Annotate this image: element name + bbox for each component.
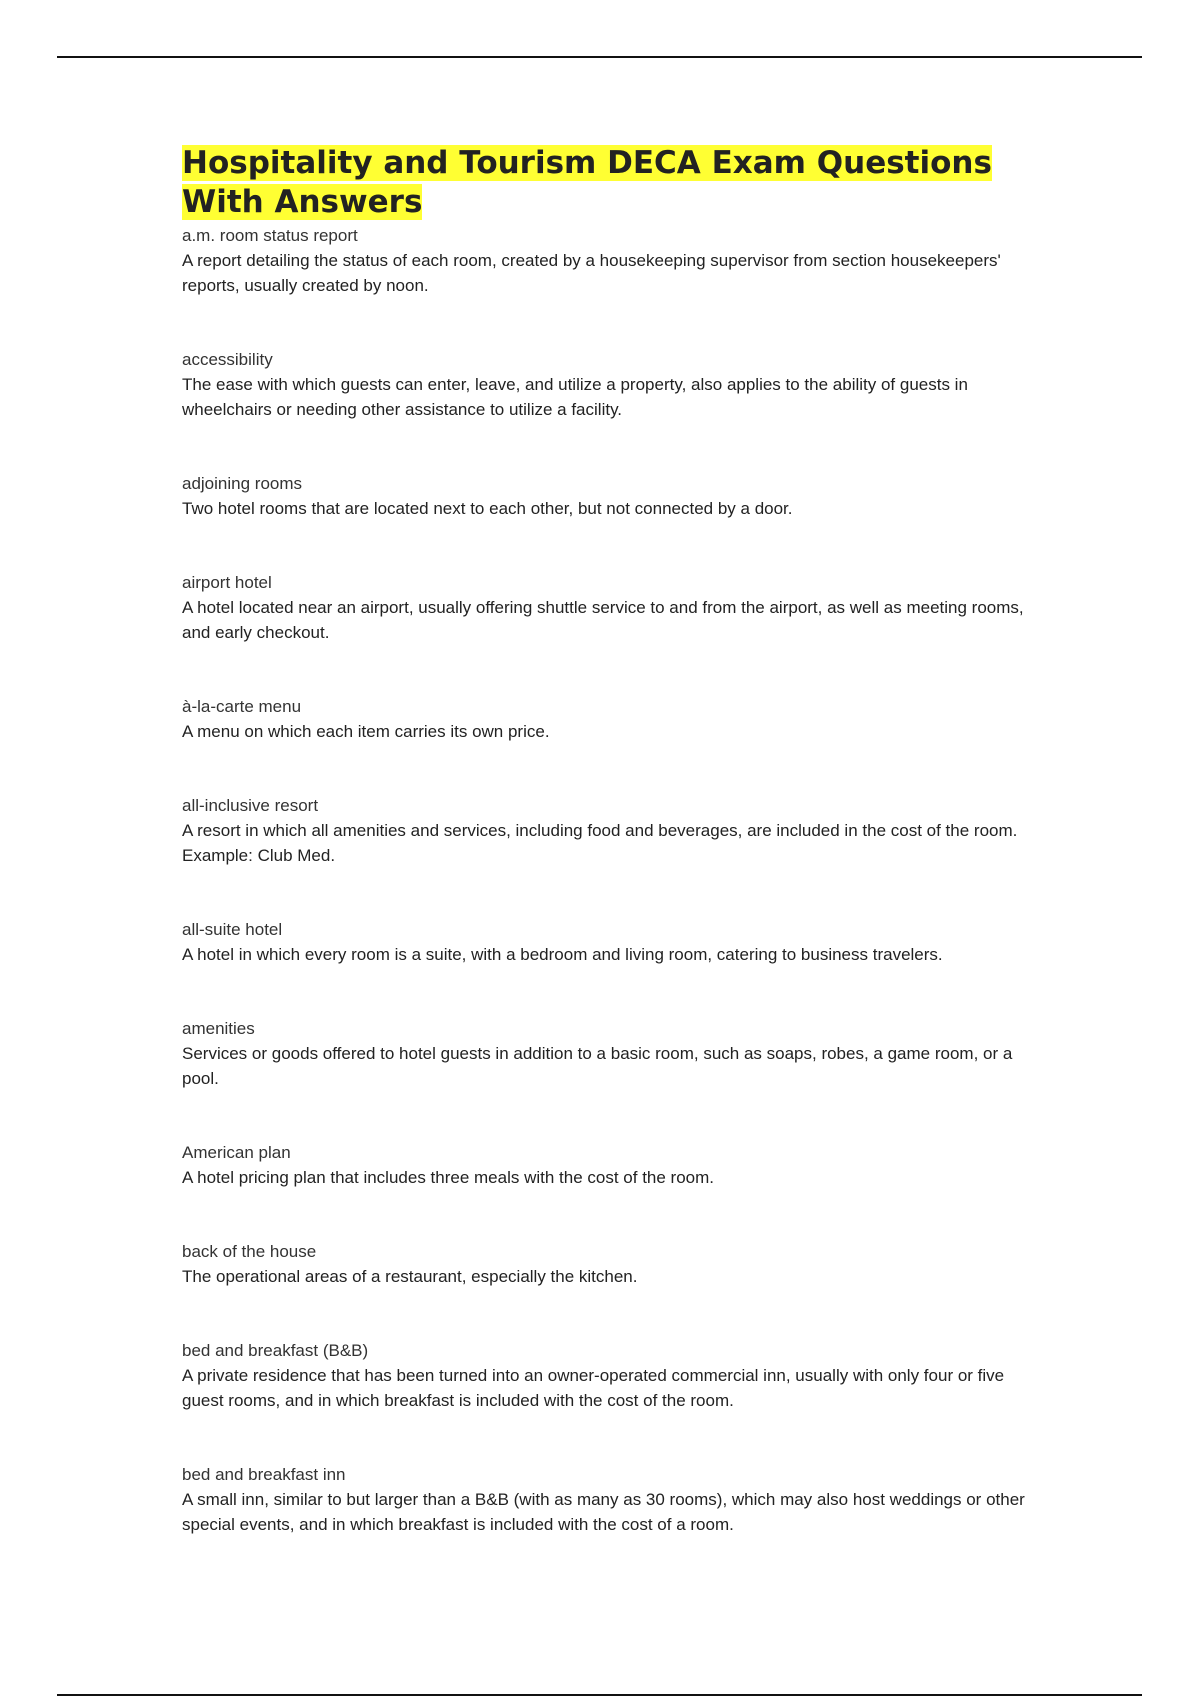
entry-definition: Two hotel rooms that are located next to each other, but not connected by a door. <box>182 499 793 518</box>
entry-definition: The ease with which guests can enter, leave, and utilize a property, also applies to the ability of guests in wheelchairs or needing other assistance to utilize a facility. <box>182 375 968 419</box>
glossary-entry <box>182 1338 1042 1413</box>
entry-term: all-inclusive resort <box>182 796 319 815</box>
entry-term: airport hotel <box>182 573 272 592</box>
glossary-list <box>182 223 1042 1537</box>
document-body <box>182 144 1042 1586</box>
entry-term: adjoining rooms <box>182 474 303 493</box>
glossary-entry <box>182 1462 1042 1537</box>
glossary-entry <box>182 1140 1042 1190</box>
glossary-entry <box>182 917 1042 967</box>
entry-definition: A small inn, similar to but larger than a B&B (with as many as 30 rooms), which may also host weddings or other special events, and in which breakfast is included with the cost of a room. <box>182 1490 1025 1534</box>
entry-definition: Services or goods offered to hotel guests in addition to a basic room, such as soaps, robes, a game room, or a pool. <box>182 1044 1013 1088</box>
glossary-entry <box>182 570 1042 645</box>
glossary-entry <box>182 694 1042 744</box>
entry-definition: The operational areas of a restaurant, especially the kitchen. <box>182 1267 638 1286</box>
entry-term: back of the house <box>182 1242 317 1261</box>
glossary-entry <box>182 347 1042 422</box>
glossary-entry <box>182 1016 1042 1091</box>
entry-definition: A hotel located near an airport, usually offering shuttle service to and from the airport, as well as meeting rooms, and early checkout. <box>182 598 1024 642</box>
entry-term: à-la-carte menu <box>182 697 302 716</box>
entry-definition: A hotel pricing plan that includes three meals with the cost of the room. <box>182 1168 715 1187</box>
glossary-entry <box>182 223 1042 298</box>
glossary-entry <box>182 793 1042 868</box>
entry-term: American plan <box>182 1143 291 1162</box>
entry-term: accessibility <box>182 350 273 369</box>
entry-definition: A report detailing the status of each room, created by a housekeeping supervisor from section housekeepers' reports, usually created by noon. <box>182 251 1001 295</box>
glossary-entry <box>182 471 1042 521</box>
entry-definition: A private residence that has been turned into an owner-operated commercial inn, usually with only four or five guest rooms, and in which breakfast is included with the cost of the room. <box>182 1366 1005 1410</box>
entry-definition: A resort in which all amenities and services, including food and beverages, are included in the cost of the room. Example: Club Med. <box>182 821 1018 865</box>
entry-term: all-suite hotel <box>182 920 283 939</box>
entry-term: bed and breakfast inn <box>182 1465 346 1484</box>
entry-term: a.m. room status report <box>182 226 358 245</box>
glossary-entry <box>182 1239 1042 1289</box>
bottom-divider <box>57 1694 1142 1696</box>
top-divider <box>57 56 1142 58</box>
entry-term: bed and breakfast (B&B) <box>182 1341 369 1360</box>
entry-definition: A hotel in which every room is a suite, with a bedroom and living room, catering to business travelers. <box>182 945 943 964</box>
document-title-text: Hospitality and Tourism DECA Exam Questions With Answers <box>182 145 992 220</box>
entry-term: amenities <box>182 1019 255 1038</box>
document-title <box>182 144 1042 222</box>
entry-definition: A menu on which each item carries its own price. <box>182 722 550 741</box>
